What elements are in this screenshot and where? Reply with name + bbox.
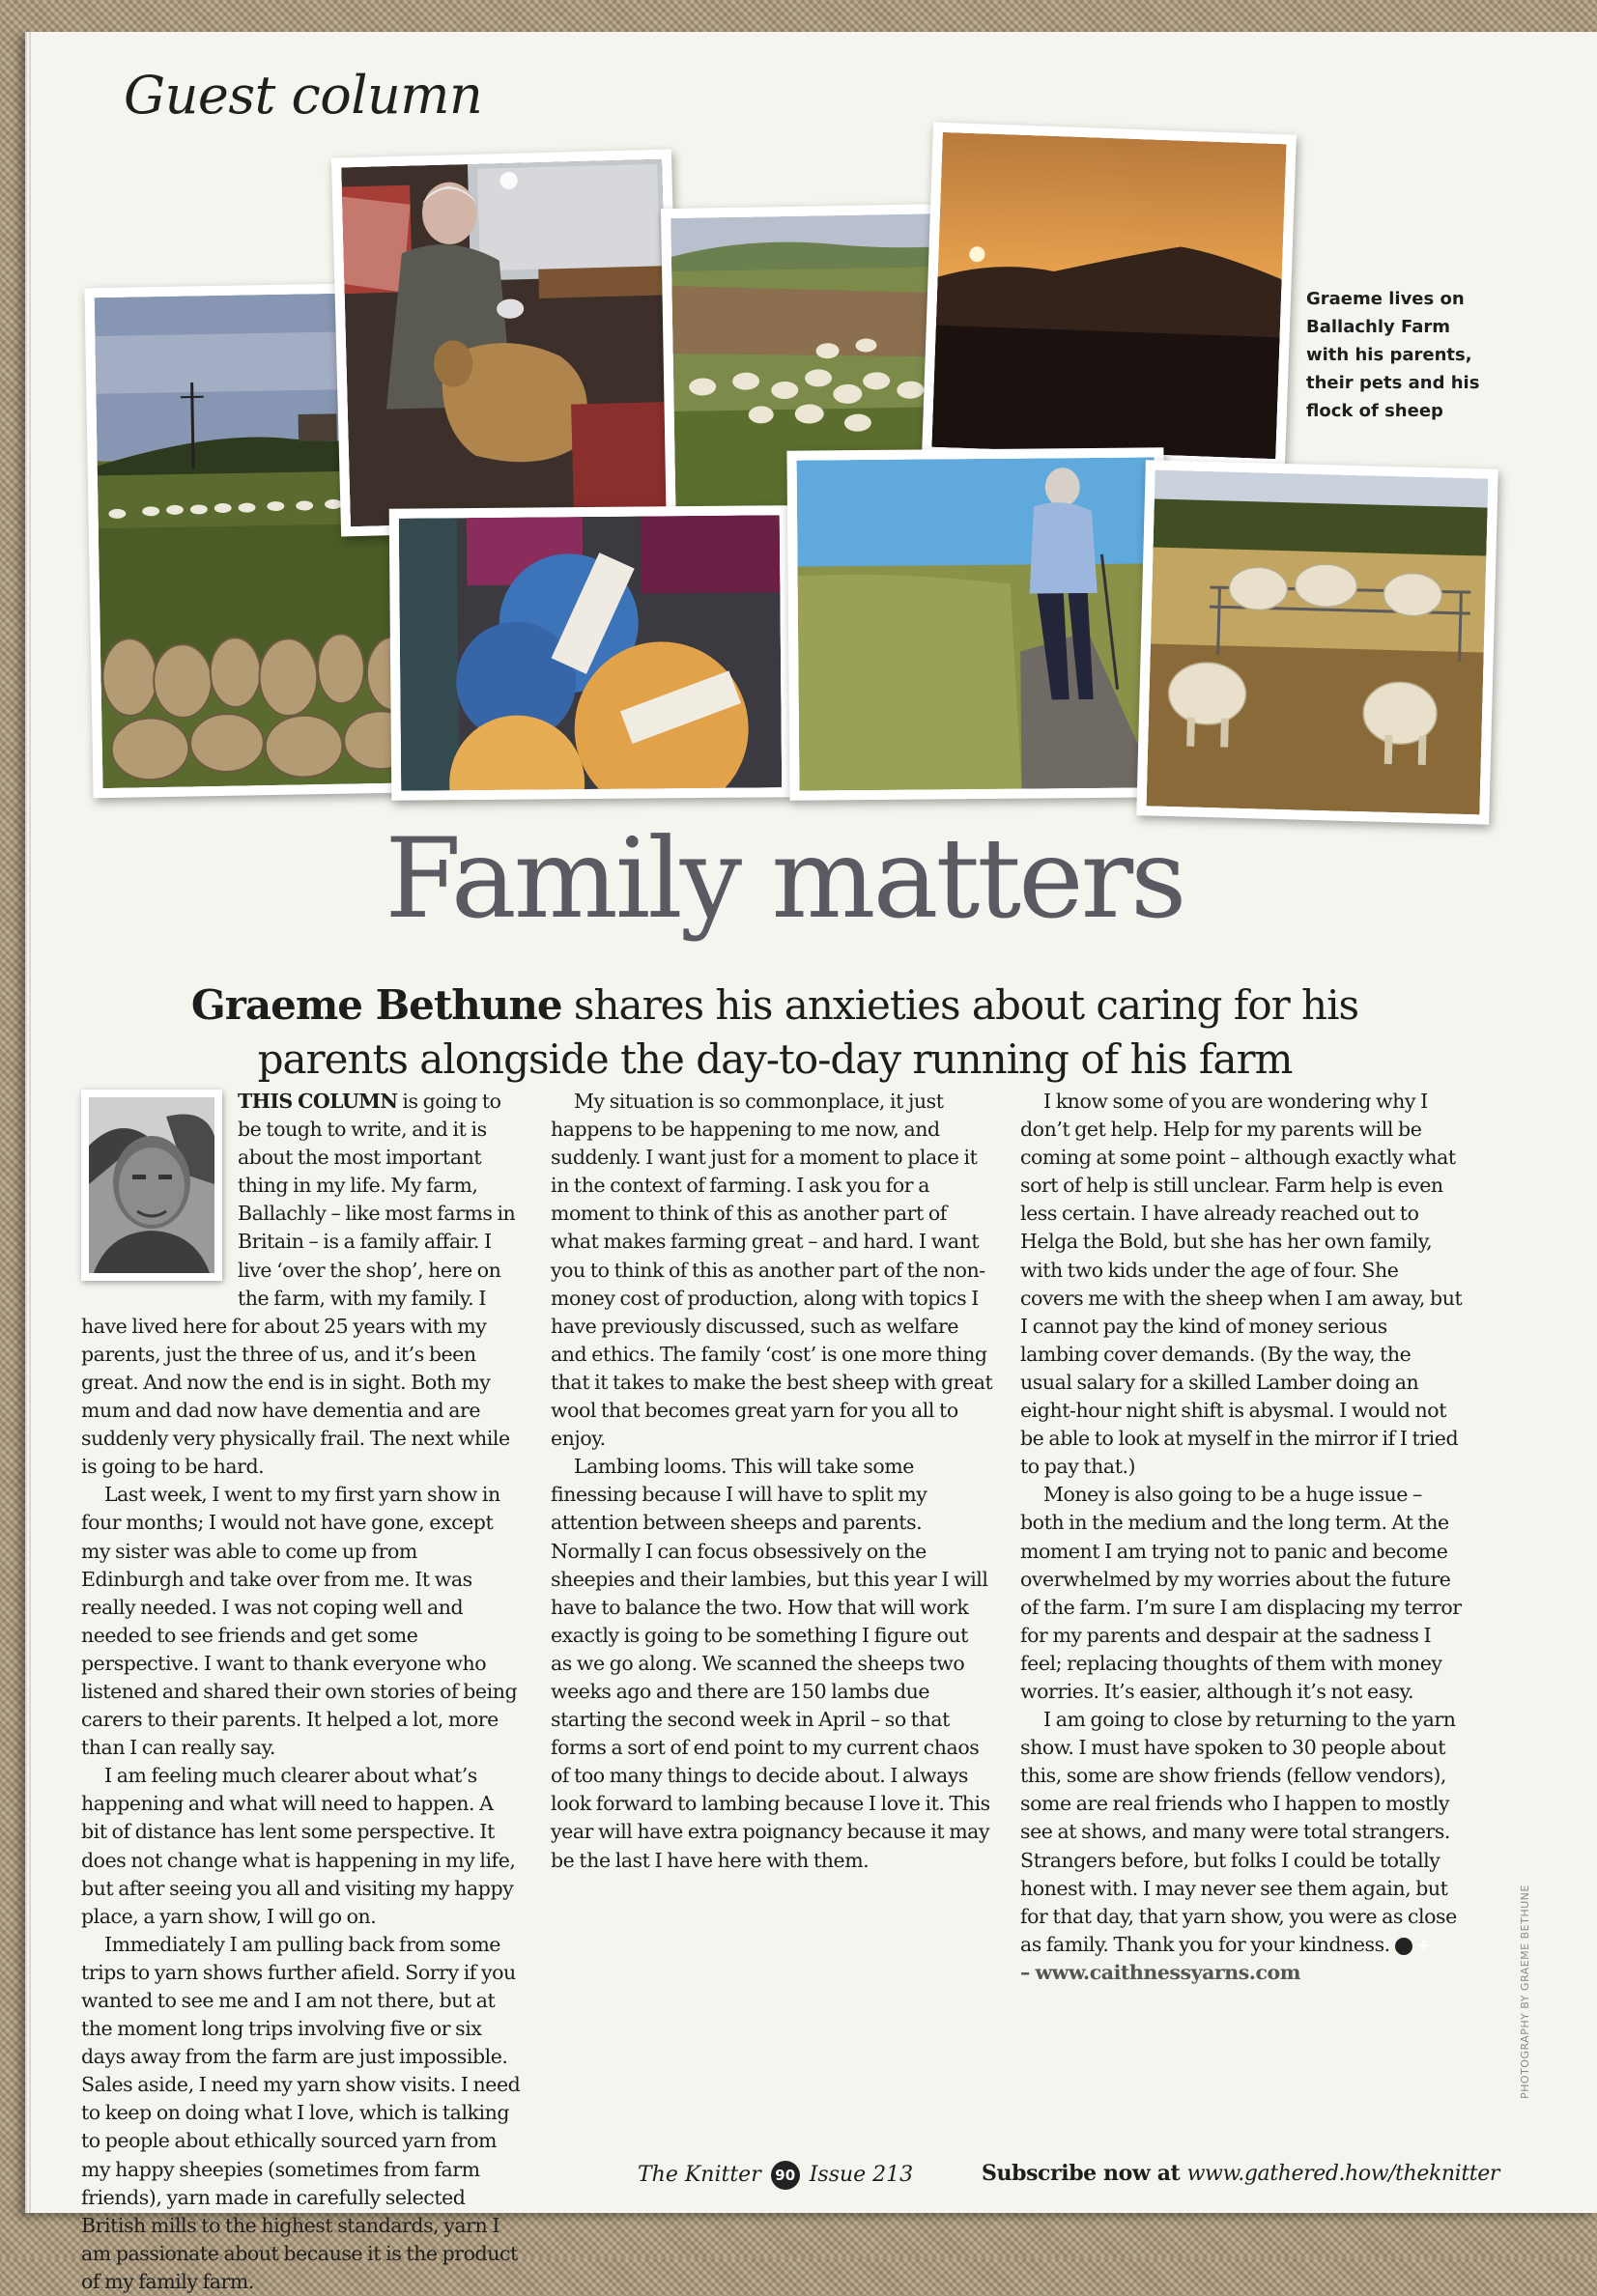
photo-credit: PHOTOGRAPHY BY GRAEME BETHUNE bbox=[1519, 1885, 1531, 2099]
photo-sunset-over-hills bbox=[922, 123, 1297, 469]
standfirst-text: shares his anxieties about caring for his parents alongside the day-to-day running of his farm bbox=[258, 981, 1358, 1083]
standfirst bbox=[176, 978, 1374, 1087]
article-paragraph: I am going to close by returning to the yarn show. I must have spoken to 30 people about this, some are show friends (fellow vendors), some are real friends who I happen to mostly see at shows, and many were total strangers. Strangers before, but folks I could be totally honest with. I may never see them again, but for that day, that yarn show, you were as close as family. Thank you for your kindness. ✚ bbox=[1020, 1706, 1463, 1959]
website-link[interactable]: – www.caithnessyarns.com bbox=[1020, 1961, 1300, 1984]
article-paragraph: Last week, I went to my first yarn show in four months; I would not have gone, except my sister was able to come up from Edinburgh and take over from me. It was really needed. I was not coping well and needed to see friends and get some perspective. I want to thank everyone who listened and shared their own stories of being carers to their parents. It helped a lot, more than I can really say. bbox=[81, 1481, 524, 1762]
section-label: Guest column bbox=[124, 65, 482, 126]
author-photo bbox=[81, 1090, 222, 1281]
subscribe-url[interactable]: www.gathered.how/theknitter bbox=[1187, 2162, 1499, 2186]
photo-caption: Graeme lives on Ballachly Farm with his parents, their pets and his flock of sheep bbox=[1306, 285, 1480, 425]
magazine-name: The Knitter bbox=[638, 2163, 761, 2187]
page-number: 90 bbox=[771, 2161, 800, 2190]
article-paragraph: Lambing looms. This will take some finessing because I will have to split my attention between sheeps and parents. Normally I can focus obsessively on the sheepies and their lambies, but this year I will have to balance the two. How that will work exactly is going to be something I figure out as we go along. We scanned the sheeps two weeks ago and there are 150 lambs due starting the second week in April – so that forms a sort of end point to my current chaos of too many things to decide about. I always look forward to lambing because I love it. This year will have extra poignancy because it may be the last I have here with them. bbox=[551, 1453, 993, 1874]
folio bbox=[638, 2161, 913, 2190]
article-column-1 bbox=[81, 1088, 524, 2296]
photo-walker-on-path bbox=[786, 447, 1166, 800]
headline: Family matters bbox=[31, 814, 1538, 943]
photo-sheep-feeding bbox=[1136, 460, 1498, 824]
article-paragraph bbox=[1020, 1959, 1463, 1987]
magazine-page bbox=[25, 32, 1597, 2213]
photo-father-with-dog bbox=[331, 149, 681, 536]
lead-in: THIS COLUMN bbox=[238, 1090, 397, 1113]
photo-yarn-balls bbox=[389, 505, 792, 801]
subscribe-line bbox=[982, 2161, 1499, 2186]
article-paragraph: I know some of you are wondering why I don’t get help. Help for my parents will be coming at some point – although exactly what sort of help is still unclear. Farm help is even less certain. I have already reached out to Helga the Bold, but she has her own family, with two kids under the age of four. She covers me with the sheep when I am away, but I cannot pay the kind of money serious lambing cover demands. (By the way, the usual salary for a skilled Lamber doing an eight-hour night shift is abysmal. I would not be able to look at myself in the mirror if I tried to pay that.) bbox=[1020, 1088, 1463, 1481]
article-paragraph: My situation is so commonplace, it just happens to be happening to me now, and suddenly. I want just for a moment to place it in the context of farming. I ask you for a moment to think of this as another part of what makes farming great – and hard. I want you to think of this as another part of the non-money cost of production, along with topics I have previously discussed, such as welfare and ethics. The family ‘cost’ is one more thing that it takes to make the best sheep with great wool that becomes great yarn for you all to enjoy. bbox=[551, 1088, 993, 1453]
article-paragraph: Immediately I am pulling back from some trips to yarn shows further afield. Sorry if you wanted to see me and I am not there, but at the moment long trips involving five or six days away from the farm are just impossible. Sales aside, I need my yarn show visits. I need to keep on doing what I love, which is talking to people about ethically sourced yarn from my happy sheepies (sometimes from farm friends), yarn made in carefully selected British mills to the highest standards, yarn I am passionate about because it is the product of my family farm. bbox=[81, 1931, 524, 2296]
article-column-2 bbox=[551, 1088, 993, 1875]
article-paragraph: THIS COLUMN is going to be tough to write, and it is about the most important thing in my life. My farm, Ballachly – like most farms in Britain – is a family affair. I live ‘over the shop’, here on the farm, with my family. I have lived here for about 25 years with my parents, just the three of us, and it’s been great. And now the end is in sight. Both my mum and dad now have dementia and are suddenly very physically frail. The next while is going to be hard. bbox=[81, 1088, 524, 1481]
subscribe-label: Subscribe now at bbox=[982, 2161, 1187, 2186]
article-column-3 bbox=[1020, 1088, 1463, 1987]
article-paragraph: Money is also going to be a huge issue – both in the medium and the long term. At the moment I am trying not to panic and become overwhelmed by my worries about the future of the farm. I’m sure I am displacing my terror for my parents and despair at the sadness I feel; replacing thoughts of them with money worries. It’s easier, although it’s not easy. bbox=[1020, 1481, 1463, 1706]
article-paragraph: I am feeling much clearer about what’s happening and what will need to happen. A bit of distance has lent some perspective. It does not change what is happening in my life, but after seeing you all and visiting my happy place, a yarn show, I will go on. bbox=[81, 1762, 524, 1931]
author-name: Graeme Bethune bbox=[191, 981, 562, 1029]
end-mark-icon: ✚ bbox=[1395, 1938, 1412, 1955]
issue-number: Issue 213 bbox=[810, 2163, 913, 2187]
